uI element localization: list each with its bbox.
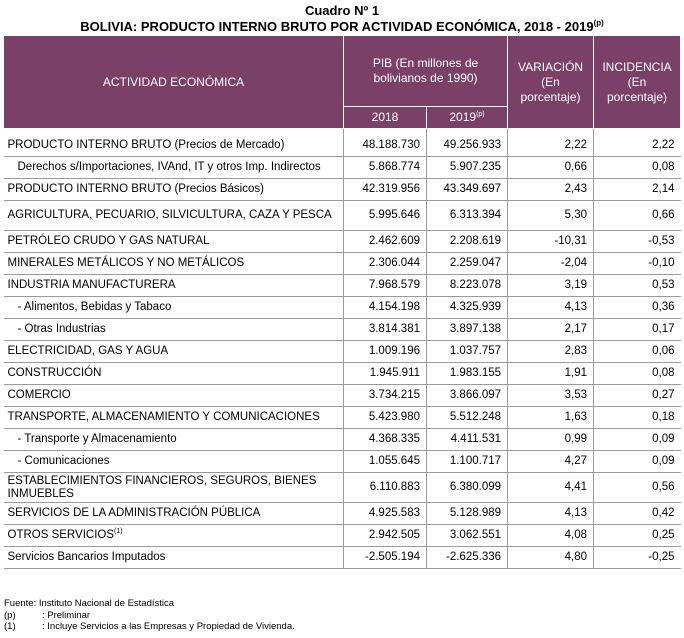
activity-cell [4,407,344,429]
table-row [4,451,681,473]
table-row [4,157,681,179]
table-row [4,231,681,253]
table-row [4,407,681,429]
note-other-services [4,621,295,633]
table-row [4,525,681,547]
variation-cell: 1,63 [508,407,594,429]
activity-label: PRODUCTO INTERNO BRUTO (Precios de Mercado) [7,138,285,151]
footnote-mark: (1) [114,528,123,536]
value-2018-cell: 2.306.044 [344,253,427,275]
value-2019-cell: 1.037.757 [427,341,508,363]
table-row [4,503,681,525]
table-row [4,547,681,569]
value-2018-cell: 3.814.381 [344,319,427,341]
header-activity: ACTIVIDAD ECONÓMICA [4,36,344,129]
activity-cell [4,135,344,157]
variation-cell: 4,80 [508,547,594,569]
value-2018-cell: 1.945.911 [344,363,427,385]
activity-label: ESTABLECIMIENTOS FINANCIEROS, SEGUROS, BIENES INMUEBLES [7,474,317,500]
activity-label: - Transporte y Almacenamiento [17,433,177,445]
value-2019-cell: 8.223.078 [427,275,508,297]
value-2019-cell: 3.062.551 [427,525,508,547]
activity-cell [4,385,344,407]
activity-cell [4,179,344,201]
table-row [4,135,681,157]
variation-cell: 3,19 [508,275,594,297]
value-2019-cell: 5.512.248 [427,407,508,429]
variation-cell: 2,17 [508,319,594,341]
value-2018-cell: 4.925.583 [344,503,427,525]
table-row [4,201,681,231]
value-2019-cell: -2.625.336 [427,547,508,569]
value-2018-cell: 42.319.956 [344,179,427,201]
table-row [4,341,681,363]
note-other-services-text: : Incluye Servicios a las Empresas y Propiedad de Vivienda. [42,621,295,632]
value-2019-cell: 1.983.155 [427,363,508,385]
activity-cell [4,157,344,179]
variation-cell: 0,66 [508,157,594,179]
value-2019-cell: 1.100.717 [427,451,508,473]
incidence-cell: 0,56 [594,473,681,503]
table-row [4,363,681,385]
value-2019-cell: 4.411.531 [427,429,508,451]
table-row [4,297,681,319]
value-2019-cell: 5.128.989 [427,503,508,525]
variation-cell: 4,13 [508,297,594,319]
incidence-cell: 0,66 [594,201,681,231]
activity-label: Servicios Bancarios Imputados [7,551,166,563]
value-2018-cell: 1.009.196 [344,341,427,363]
variation-cell: 4,08 [508,525,594,547]
variation-cell: 1,91 [508,363,594,385]
note-preliminary-key: (p) [4,609,16,621]
value-2018-cell: 1.055.645 [344,451,427,473]
table-title: Cuadro Nº 1 [304,3,380,18]
incidence-cell: 0,09 [594,429,681,451]
value-2019-cell: 2.208.619 [427,231,508,253]
activity-cell [4,503,344,525]
value-2018-cell: 48.188.730 [344,135,427,157]
header-variation: VARIACIÓN (En porcentaje) [508,36,594,129]
activity-cell [4,547,344,569]
subtitle-text: BOLIVIA: PRODUCTO INTERNO BRUTO POR ACTIVIDAD ECONÓMICA, 2018 - 2019 [80,19,594,34]
header-pib: PIB (En millones de bolivianos de 1990) [344,36,508,107]
variation-cell: 4,27 [508,451,594,473]
note-preliminary [4,610,295,622]
source-note: Fuente: Instituto Nacional de Estadística [4,598,175,609]
activity-label: Derechos s/Importaciones, IVAnd, IT y otros Imp. Indirectos [17,161,321,173]
incidence-cell: 0,53 [594,275,681,297]
table-row [4,319,681,341]
incidence-cell: 0,42 [594,503,681,525]
variation-cell: 2,83 [508,341,594,363]
activity-cell [4,473,344,503]
subtitle-preliminary-mark: (p) [593,18,604,28]
incidence-cell: 0,08 [594,157,681,179]
variation-cell: -10,31 [508,231,594,253]
activity-cell [4,363,344,385]
activity-cell [4,253,344,275]
value-2018-cell: 5.423.980 [344,407,427,429]
activity-label: ELECTRICIDAD, GAS Y AGUA [7,345,169,357]
activity-cell [4,319,344,341]
incidence-cell: -0,53 [594,231,681,253]
activity-cell [4,525,344,547]
value-2018-cell: 7.968.579 [344,275,427,297]
table-body [4,129,681,569]
activity-cell [4,341,344,363]
incidence-cell: 0,36 [594,297,681,319]
activity-label: TRANSPORTE, ALMACENAMIENTO Y COMUNICACIONES [7,411,320,423]
incidence-cell: 0,27 [594,385,681,407]
variation-cell: 2,22 [508,135,594,157]
value-2018-cell: 2.462.609 [344,231,427,253]
activity-label: MINERALES METÁLICOS Y NO METÁLICOS [7,257,245,269]
header-year-2019 [427,107,508,129]
incidence-cell: 0,17 [594,319,681,341]
activity-cell [4,231,344,253]
value-2019-cell: 49.256.933 [427,135,508,157]
header-year-2019-text: 2019 [449,110,477,124]
incidence-cell: 2,14 [594,179,681,201]
value-2019-cell: 6.313.394 [427,201,508,231]
variation-cell: 4,41 [508,473,594,503]
value-2019-cell: 43.349.697 [427,179,508,201]
value-2018-cell: 3.734.215 [344,385,427,407]
header-year-2018: 2018 [344,107,427,129]
activity-label: PRODUCTO INTERNO BRUTO (Precios Básicos) [7,183,264,195]
activity-label: CONSTRUCCIÓN [7,367,102,379]
table-subtitle [0,19,684,34]
variation-cell: 5,30 [508,201,594,231]
activity-cell [4,451,344,473]
activity-cell [4,297,344,319]
table-row [4,473,681,503]
incidence-cell: -0,10 [594,253,681,275]
table-row [4,385,681,407]
activity-label: AGRICULTURA, PECUARIO, SILVICULTURA, CAZA Y PESCA [7,209,332,221]
incidence-cell: -0,25 [594,547,681,569]
activity-label: - Otras Industrias [17,323,106,335]
incidence-cell: 0,18 [594,407,681,429]
activity-label: PETRÓLEO CRUDO Y GAS NATURAL [7,235,210,247]
value-2019-cell: 3.897.138 [427,319,508,341]
value-2018-cell: 4.154.198 [344,297,427,319]
note-other-services-key: (1) [4,621,16,632]
value-2018-cell: 5.995.646 [344,201,427,231]
value-2018-cell: 6.110.883 [344,473,427,503]
incidence-cell: 0,25 [594,525,681,547]
activity-cell [4,275,344,297]
table-row [4,253,681,275]
value-2019-cell: 3.866.097 [427,385,508,407]
note-preliminary-text: : Preliminar [42,609,91,621]
activity-label: SERVICIOS DE LA ADMINISTRACIÓN PÚBLICA [7,507,261,519]
gdp-table [3,35,681,569]
activity-label: - Comunicaciones [17,455,110,467]
value-2019-cell: 6.380.099 [427,473,508,503]
variation-cell: 2,43 [508,179,594,201]
incidence-cell: 0,08 [594,363,681,385]
activity-cell [4,201,344,231]
incidence-cell: 2,22 [594,135,681,157]
header-incidence: INCIDENCIA (En porcentaje) [594,36,681,129]
value-2018-cell: 4.368.335 [344,429,427,451]
variation-cell: 3,53 [508,385,594,407]
activity-cell [4,429,344,451]
incidence-cell: 0,06 [594,341,681,363]
value-2019-cell: 5.907.235 [427,157,508,179]
activity-label: COMERCIO [7,389,71,401]
value-2019-cell: 4.325.939 [427,297,508,319]
header-year-2019-mark: (p) [476,111,485,118]
table-row [4,429,681,451]
footnotes [4,598,295,633]
value-2018-cell: -2.505.194 [344,547,427,569]
value-2018-cell: 2.942.505 [344,525,427,547]
activity-label: - Alimentos, Bebidas y Tabaco [17,301,172,313]
activity-label: OTROS SERVICIOS [7,529,115,541]
activity-label: INDUSTRIA MANUFACTURERA [7,279,176,291]
variation-cell: -2,04 [508,253,594,275]
value-2019-cell: 2.259.047 [427,253,508,275]
variation-cell: 0,99 [508,429,594,451]
table-row [4,275,681,297]
table-row [4,179,681,201]
value-2018-cell: 5.868.774 [344,157,427,179]
incidence-cell: 0,09 [594,451,681,473]
variation-cell: 4,13 [508,503,594,525]
